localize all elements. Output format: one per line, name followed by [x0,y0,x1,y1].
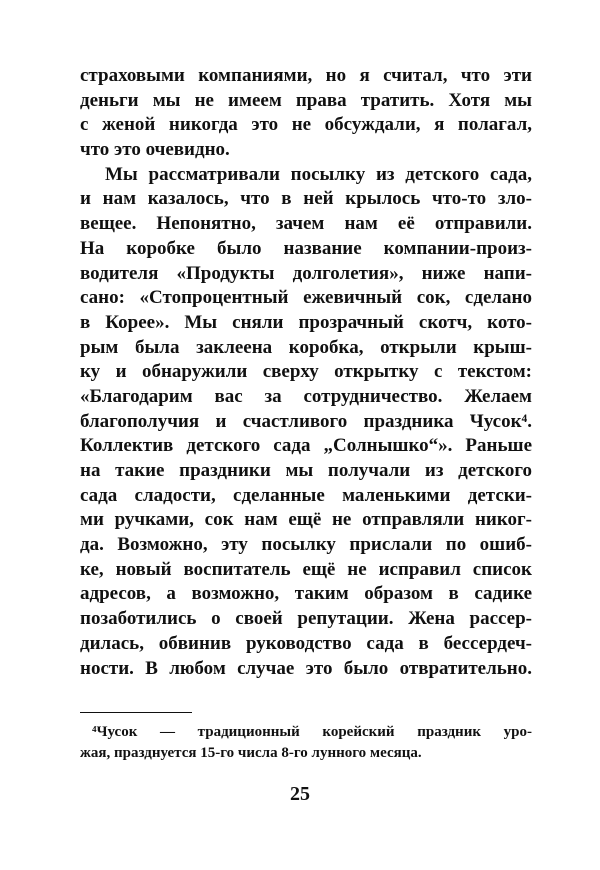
text-line: Коллектив детского сада „Солнышко“». Раньше [80,435,532,457]
text-line: да. Возможно, эту посылку прислали по ошиб- [80,534,532,556]
footnote-divider [80,712,192,713]
text-line: ку и обнаружили сверху открытку с текстом: [80,361,532,383]
text-line: деньги мы не имеем права тратить. Хотя мы [80,89,532,111]
text-line: сада сладости, сделанные маленькими детски- [80,484,532,506]
text-line: Мы рассматривали посылку из детского сада, [105,163,532,185]
text-line: в Корее». Мы сняли прозрачный скотч, кото- [80,311,532,333]
text-line: ности. В любом случае это было отвратительно. [80,657,532,679]
text-line: вещее. Непонятно, зачем нам её отправили. [80,213,532,235]
text-line: благополучия и счастливого праздника Чусок⁴. [80,410,532,432]
body-text [80,64,532,681]
text-line: на такие праздники мы получали из детского [80,460,532,481]
footnote-line: ⁴Чусок — традиционный корейский праздник уро- [92,724,532,740]
footnote-line: жая, празднуется 15-го числа 8-го лунного месяца. [80,745,422,761]
text-line: На коробке было название компании-произ- [80,237,532,259]
text-line: ми ручками, сок нам ещё не отправляли никог- [80,509,532,531]
footnote [80,722,532,764]
text-line: «Благодарим вас за сотрудничество. Желаем [80,385,532,407]
text-line: страховыми компаниями, но я считал, что эти [80,65,532,86]
text-line: ке, новый воспитатель ещё не исправил список [80,558,532,580]
text-line: адресов, а возможно, таким образом в садике [80,583,532,605]
text-line: водителя «Продукты долголетия», ниже напи- [80,262,532,284]
text-line: с женой никогда это не обсуждали, я полагал, [80,114,532,136]
text-line: сано: «Стопроцентный ежевичный сок, сделано [80,287,532,309]
page-number: 25 [290,783,310,805]
text-line: дилась, обвинив руководство сада в бессердеч- [80,632,532,654]
text-line: рым была заклеена коробка, открыли крыш- [80,336,532,358]
text-line: и нам казалось, что в ней крылось что-то зло- [80,188,532,210]
text-line: что это очевидно. [80,139,230,161]
text-line: позаботились о своей репутации. Жена рассер- [80,608,532,630]
